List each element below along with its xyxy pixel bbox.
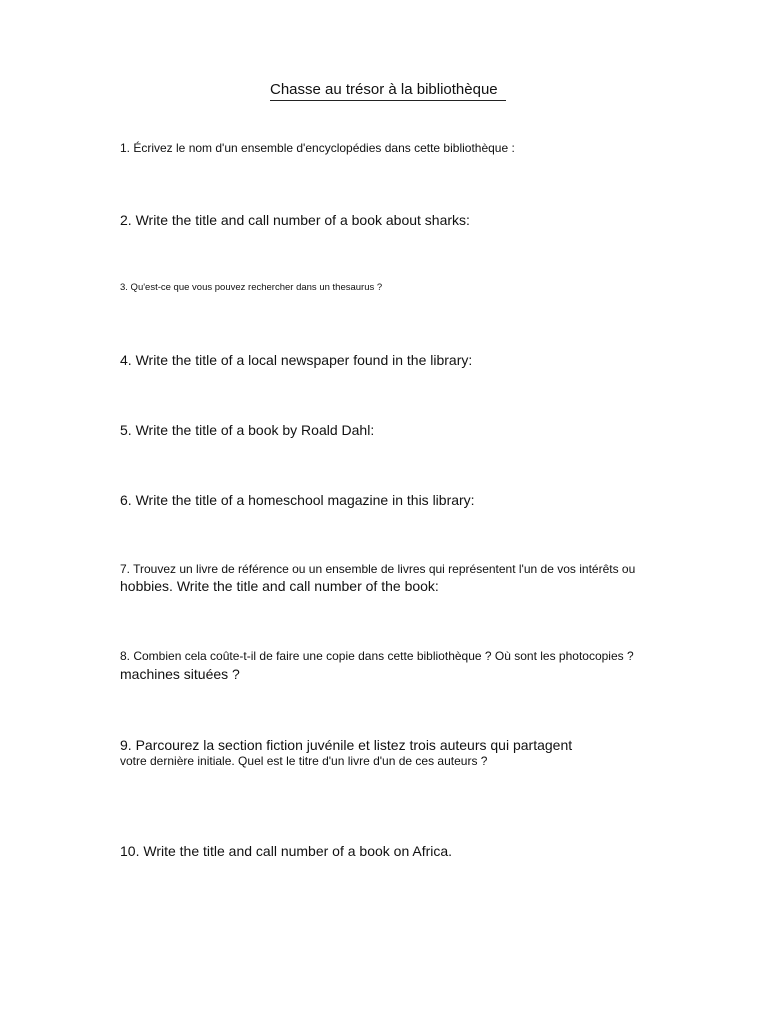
question-8-line-1: 8. Combien cela coûte-t-il de faire une copie dans cette bibliothèque ? Où sont les photocopies ? <box>120 649 634 663</box>
question-7-line-2: hobbies. Write the title and call number of the book: <box>120 578 439 595</box>
question-3: 3. Qu'est-ce que vous pouvez rechercher dans un thesaurus ? <box>120 282 383 293</box>
question-9-line-1: 9. Parcourez la section fiction juvénile et listez trois auteurs qui partagent <box>120 737 573 753</box>
question-7 <box>120 562 635 595</box>
question-10: 10. Write the title and call number of a book on Africa. <box>120 843 453 859</box>
question-8 <box>120 649 634 683</box>
question-1: 1. Écrivez le nom d'un ensemble d'encyclopédies dans cette bibliothèque : <box>120 141 515 155</box>
question-9-line-2: votre dernière initiale. Quel est le titre d'un livre d'un de ces auteurs ? <box>120 753 488 768</box>
question-6: 6. Write the title of a homeschool magazine in this library: <box>120 492 475 508</box>
question-7-line-1: 7. Trouvez un livre de référence ou un ensemble de livres qui représentent l'un de vos intérêts ou <box>120 562 636 576</box>
question-4: 4. Write the title of a local newspaper found in the library: <box>120 352 473 368</box>
question-2: 2. Write the title and call number of a book about sharks: <box>120 212 470 228</box>
title-underline <box>270 100 506 101</box>
page-title: Chasse au trésor à la bibliothèque <box>270 81 498 98</box>
question-5: 5. Write the title of a book by Roald Dahl: <box>120 422 375 438</box>
question-8-line-2: machines situées ? <box>120 666 240 683</box>
question-9 <box>120 737 572 768</box>
